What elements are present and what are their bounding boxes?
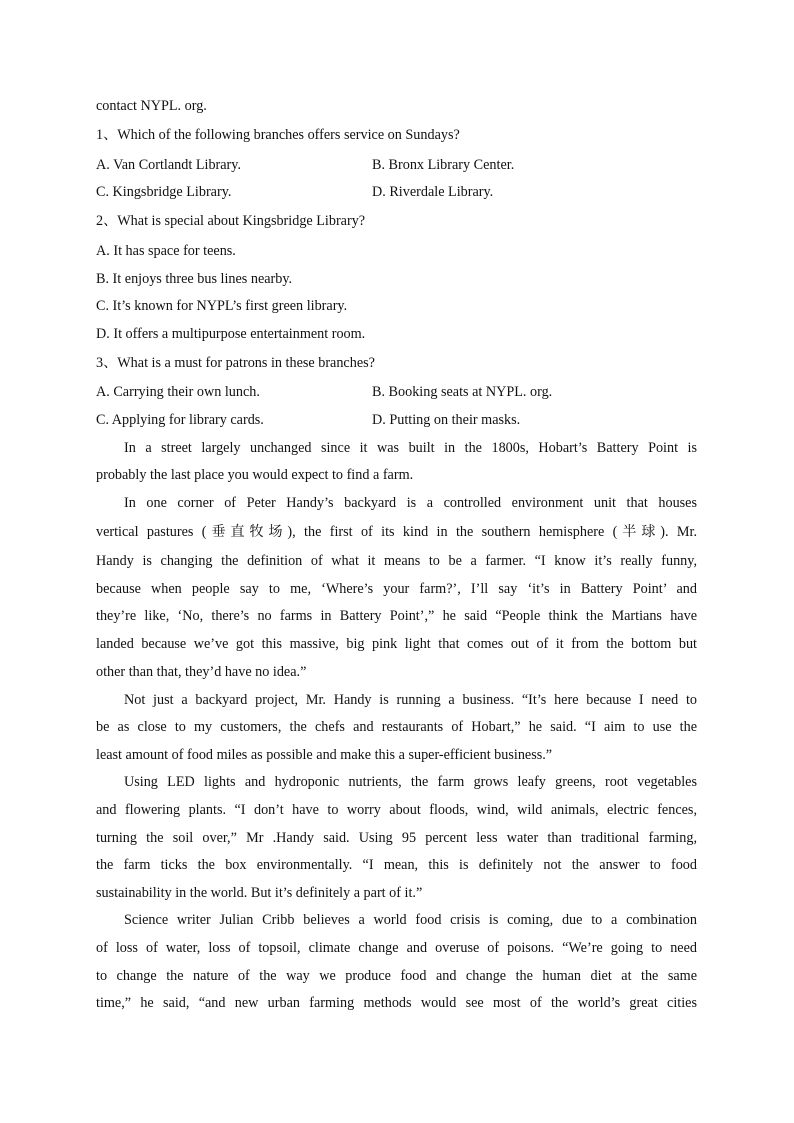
question-3-option-d: D. Putting on their masks.	[372, 412, 521, 428]
question-2-option-d: D. It offers a multipurpose entertainment room.	[96, 326, 366, 342]
question-2-stem: 2、What is special about Kingsbridge Library?	[96, 213, 366, 229]
passage-line: In one corner of Peter Handy’s backyard is a controlled environment unit that houses	[124, 495, 697, 511]
passage-line: least amount of food miles as possible and make this a super-efficient business.”	[96, 747, 553, 763]
passage-line: turning the soil over,” Mr .Handy said. Using 95 percent less water than traditional farming,	[96, 830, 697, 846]
passage-line: and flowering plants. “I don’t have to worry about floods, wind, wild animals, electric fences,	[96, 802, 697, 818]
question-1-option-d: D. Riverdale Library.	[372, 184, 494, 200]
question-1-stem: 1、Which of the following branches offers service on Sundays?	[96, 127, 460, 143]
question-3-option-b: B. Booking seats at NYPL. org.	[372, 384, 553, 400]
passage-line: because when people say to me, ‘Where’s your farm?’, I’ll say ‘it’s in Battery Point’ and	[96, 581, 697, 597]
passage-line: vertical pastures (垂直牧场), the first of its kind in the southern hemisphere (半球). Mr.	[96, 524, 697, 540]
passage-line: to change the nature of the way we produce food and change the human diet at the same	[96, 968, 697, 984]
question-3-option-c: C. Applying for library cards.	[96, 412, 264, 428]
question-2-option-c: C. It’s known for NYPL’s first green library.	[96, 298, 348, 314]
passage-line: time,” he said, “and new urban farming methods would see most of the world’s great cities	[96, 995, 697, 1011]
passage-line: Handy is changing the definition of what it means to be a farmer. “I know it’s really funny,	[96, 553, 697, 569]
passage-line: Not just a backyard project, Mr. Handy is running a business. “It’s here because I need to	[124, 692, 697, 708]
passage-line: they’re like, ‘No, there’s no farms in Battery Point’,” he said “People think the Martians have	[96, 608, 697, 624]
passage-line: Science writer Julian Cribb believes a world food crisis is coming, due to a combination	[124, 912, 697, 928]
question-1-option-c: C. Kingsbridge Library.	[96, 184, 232, 200]
passage-line: of loss of water, loss of topsoil, climate change and overuse of poisons. “We’re going to need	[96, 940, 697, 956]
passage-line: be as close to my customers, the chefs and restaurants of Hobart,” he said. “I aim to use the	[96, 719, 697, 735]
passage-line: landed because we’ve got this massive, big pink light that comes out of it from the bottom but	[96, 636, 697, 652]
passage-line: In a street largely unchanged since it was built in the 1800s, Hobart’s Battery Point is	[124, 440, 697, 456]
passage-line: the farm ticks the box environmentally. “I mean, this is definitely not the answer to food	[96, 857, 697, 873]
question-3-option-a: A. Carrying their own lunch.	[96, 384, 260, 400]
question-3-stem: 3、What is a must for patrons in these branches?	[96, 355, 375, 371]
question-1-option-a: A. Van Cortlandt Library.	[96, 157, 241, 173]
passage-line: sustainability in the world. But it’s definitely a part of it.”	[96, 885, 423, 901]
passage-line: probably the last place you would expect to find a farm.	[96, 467, 414, 483]
question-2-option-a: A. It has space for teens.	[96, 243, 236, 259]
passage-line: Using LED lights and hydroponic nutrients, the farm grows leafy greens, root vegetables	[124, 774, 697, 790]
question-2-option-b: B. It enjoys three bus lines nearby.	[96, 271, 293, 287]
question-1-option-b: B. Bronx Library Center.	[372, 157, 515, 173]
passage-line: other than that, they’d have no idea.”	[96, 664, 307, 680]
intro-line: contact NYPL. org.	[96, 98, 207, 114]
